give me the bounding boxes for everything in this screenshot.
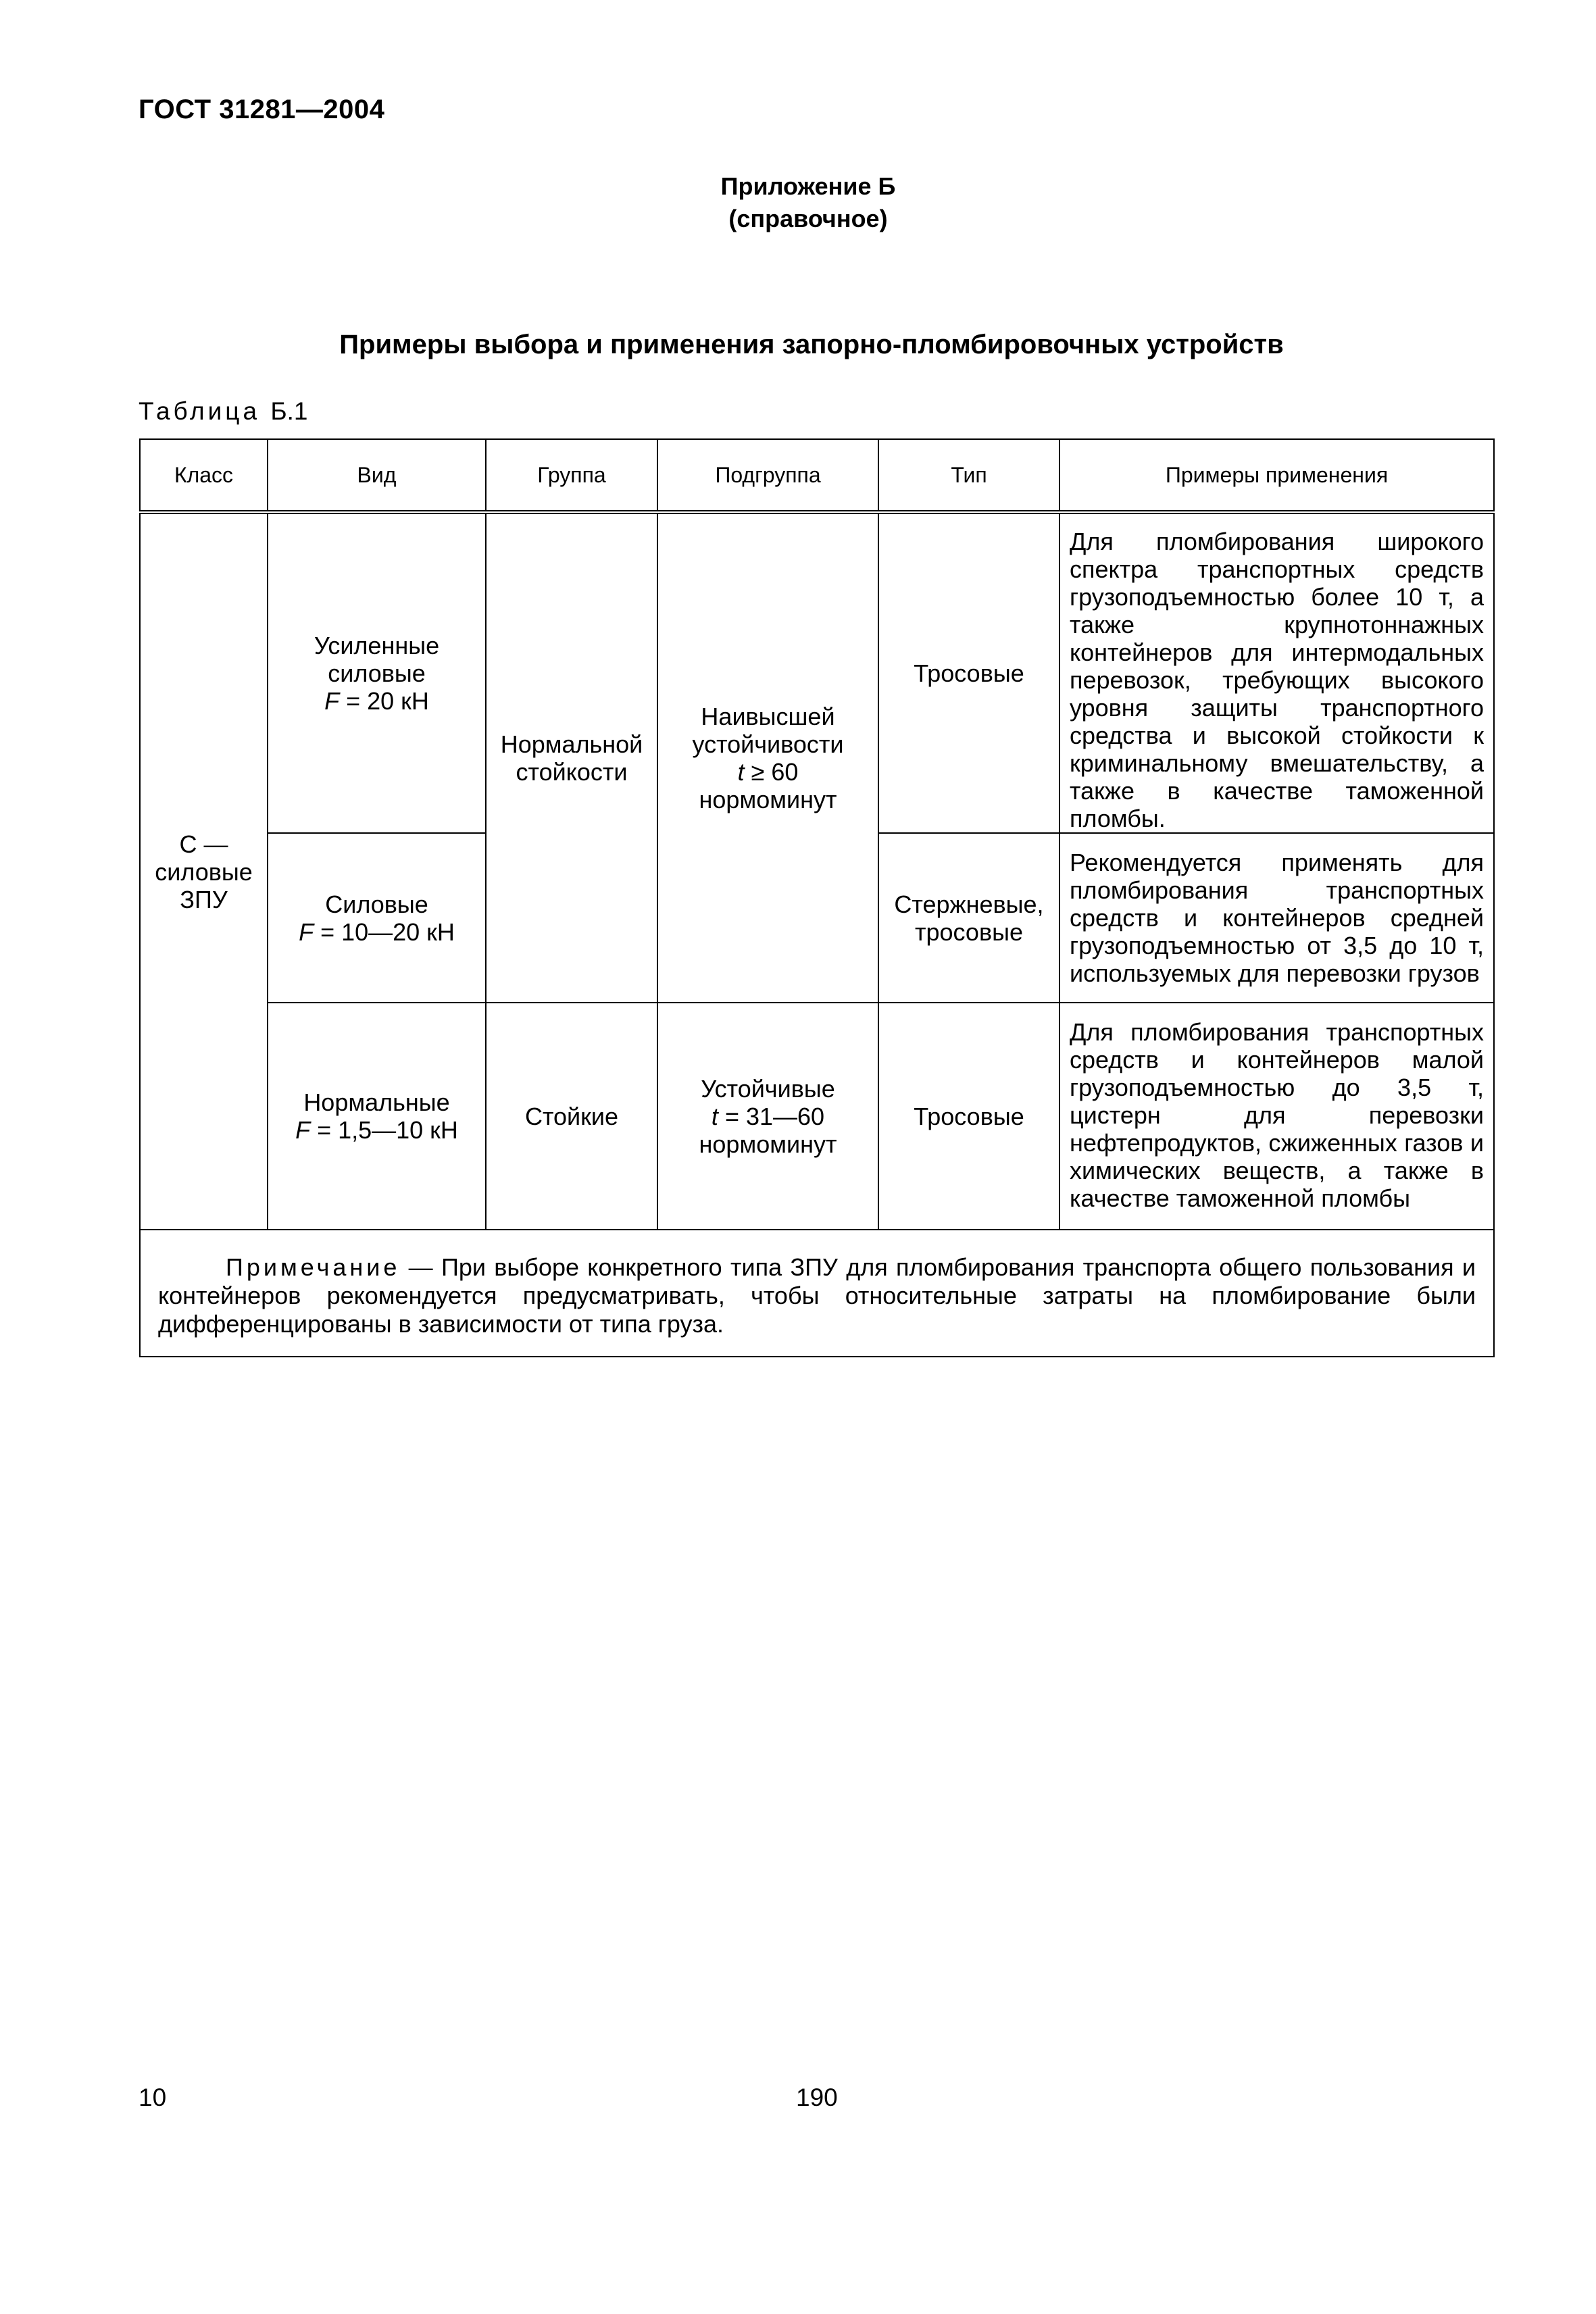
page-title: Примеры выбора и применения запорно-пломбировочных устройств (339, 330, 1284, 359)
header-group: Группа (486, 439, 657, 512)
header-kind: Вид (268, 439, 486, 512)
cell-example: Для пломбирования транспортных средств и контейнеров малой грузоподъемностью до 3,5 т, цистерн для перевозки нефтепродуктов, сжиженных газов и химических веществ, а также в качестве таможенной пломбы (1059, 1003, 1494, 1230)
kind-name: Нормальные (303, 1088, 450, 1116)
kind-force-value: = 10—20 кН (314, 917, 455, 946)
selection-table (139, 438, 1495, 1357)
table-note-row (140, 1230, 1494, 1357)
header-subgroup: Подгруппа (657, 439, 878, 512)
kind-force-value: = 20 кН (339, 687, 429, 715)
table-caption (139, 397, 308, 426)
cell-type: Тросовые (878, 512, 1059, 833)
subgroup-name: Устойчивые (701, 1074, 835, 1103)
kind-force-symbol: F (324, 687, 340, 715)
table-note (140, 1230, 1494, 1357)
table-b1 (139, 438, 1493, 1357)
subgroup-time-symbol: t (711, 1102, 718, 1130)
subgroup-time-symbol: t (737, 758, 745, 786)
appendix-label: Приложение Б (720, 172, 896, 200)
page-number-center: 190 (796, 2084, 838, 2111)
cell-type: Тросовые (878, 1003, 1059, 1230)
appendix-status: (справочное) (728, 205, 888, 232)
cell-example: Рекомендуется применять для пломбирования транспортных средств и контейнеров средней грузоподъемностью от 3,5 до 10 т, используемых для перевозки грузов (1059, 833, 1494, 1003)
kind-force-symbol: F (299, 917, 314, 946)
header-type: Тип (878, 439, 1059, 512)
kind-name: Усиленные силовые (314, 632, 440, 687)
table-row (140, 1003, 1494, 1230)
kind-force-symbol: F (295, 1116, 311, 1144)
cell-group: Стойкие (486, 1003, 657, 1230)
table-caption-word: Таблица (139, 397, 261, 425)
kind-force-value: = 1,5—10 кН (310, 1116, 458, 1144)
header-class: Класс (140, 439, 268, 512)
cell-kind (268, 833, 486, 1003)
cell-subgroup-merged (657, 512, 878, 1003)
cell-kind (268, 1003, 486, 1230)
cell-type: Стержневые, тросовые (878, 833, 1059, 1003)
appendix-heading (0, 170, 1596, 235)
note-text: — При выборе конкретного типа ЗПУ для пломбирования транспорта общего пользования и контейнеров рекомендуется предусматривать, чтобы относительные затраты на пломбирование были дифференцированы в зависимости от типа груза. (158, 1253, 1476, 1338)
page-number-left: 10 (139, 2084, 167, 2111)
subgroup-name: Наивысшей устойчивости (692, 703, 844, 758)
document-id: ГОСТ 31281—2004 (139, 95, 385, 124)
cell-subgroup (657, 1003, 878, 1230)
cell-example: Для пломбирования широкого спектра транспортных средств грузоподъемностью более 10 т, а также крупнотоннажных контейнеров для интермодальных перевозок, требующих высокого уровня защиты транспортного средства и высокой стойкости к криминальному вмешательству, а также в качестве таможенной пломбы. (1059, 512, 1494, 833)
table-row (140, 512, 1494, 833)
header-examples: Примеры применения (1059, 439, 1494, 512)
subgroup-time-value: ≥ 60 нормоминут (699, 758, 837, 813)
table-header-row (140, 439, 1494, 512)
kind-name: Силовые (325, 890, 428, 918)
cell-kind (268, 512, 486, 833)
cell-class: С — силовые ЗПУ (140, 512, 268, 1230)
subgroup-time-value: = 31—60 нормоминут (699, 1102, 837, 1158)
cell-group-merged: Нормальной стойкости (486, 512, 657, 1003)
note-heading: Примечание (226, 1253, 401, 1281)
table-caption-number: Б.1 (270, 397, 308, 425)
